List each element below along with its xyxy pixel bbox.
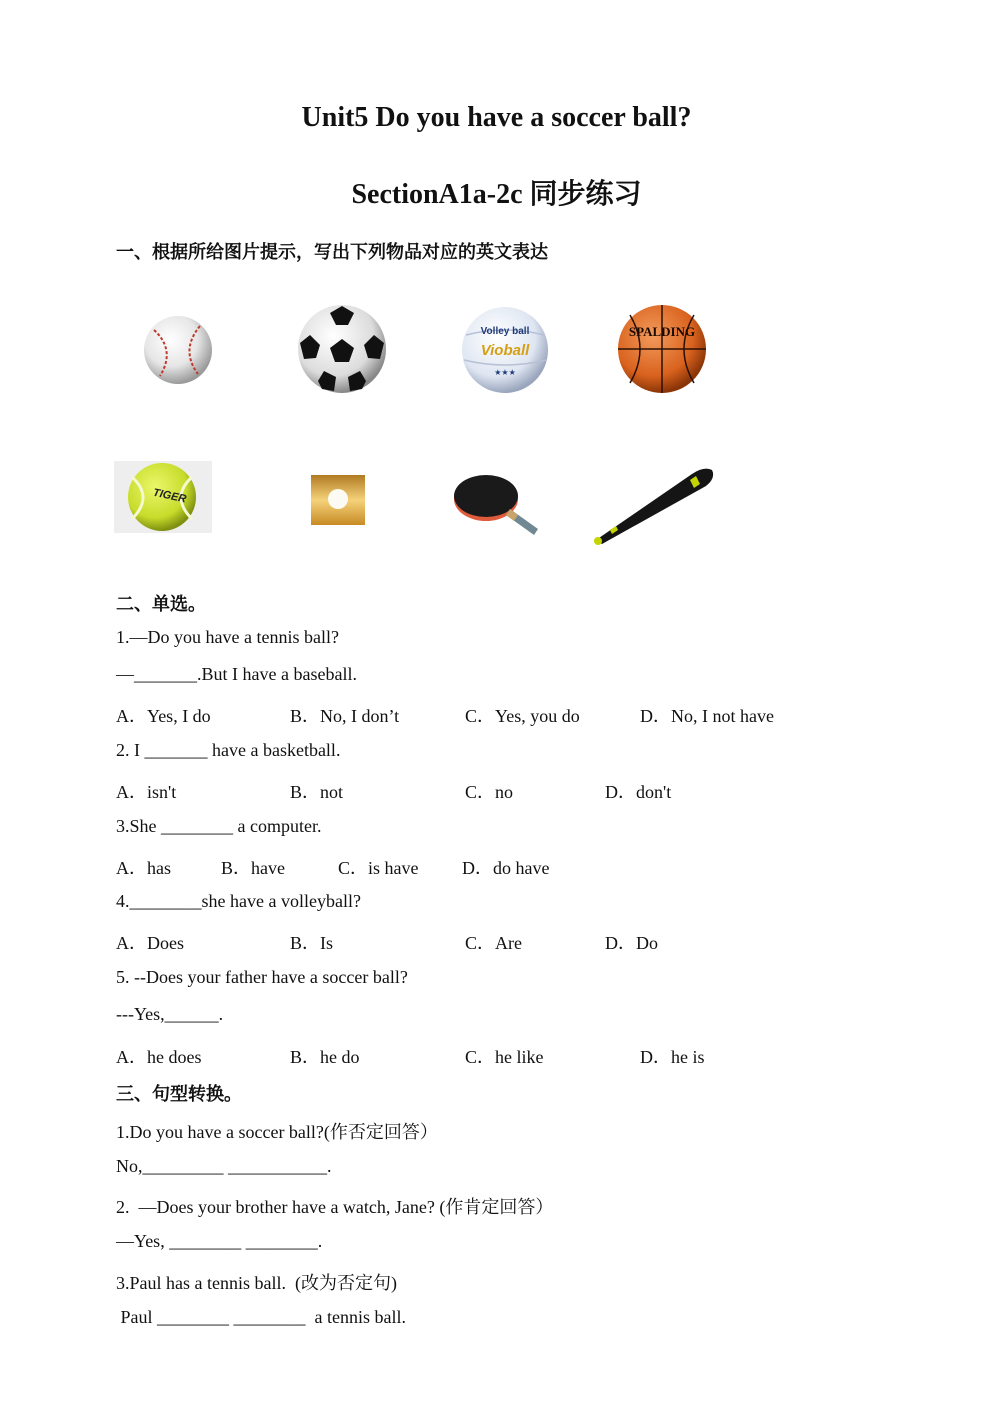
part1-heading: 一、根据所给图片提示，写出下列物品对应的英文表达	[116, 242, 548, 262]
q4-question: 4.________she have a volleyball?	[116, 891, 361, 911]
s1-answer-line[interactable]: No,_________ ___________.	[116, 1156, 332, 1176]
q3-question: 3.She ________ a computer.	[116, 816, 322, 836]
s2-answer-line[interactable]: —Yes, ________ ________.	[116, 1231, 323, 1251]
q2-option-c[interactable]: C．no	[465, 782, 514, 802]
tennis-ball-image	[114, 461, 212, 533]
ping-pong-paddle-image	[452, 473, 544, 537]
s3-answer-line[interactable]: Paul ________ ________ a tennis ball.	[116, 1307, 406, 1327]
s2-prompt: 2. —Does your brother have a watch, Jane? (作肯定回答）	[116, 1197, 554, 1217]
q2-option-d[interactable]: D．don't	[605, 782, 672, 802]
page-title: Unit5 Do you have a soccer ball?	[301, 102, 692, 133]
page-subtitle: SectionA1a-2c 同步练习	[351, 179, 642, 210]
q5-question: 5. --Does your father have a soccer ball?	[116, 967, 408, 987]
volleyball-image	[460, 305, 550, 395]
part2-heading: 二、单选。	[116, 594, 206, 614]
baseball-image	[140, 312, 216, 388]
q1-option-b[interactable]: B．No, I don’t	[290, 706, 400, 726]
volleyball-brand-text: Volley ball	[480, 326, 530, 337]
q4-option-d[interactable]: D．Do	[605, 933, 658, 953]
basketball-brand-text: SPALDING	[628, 324, 696, 339]
q5-option-b[interactable]: B．he do	[290, 1047, 360, 1067]
q4-option-a[interactable]: A．Does	[116, 933, 184, 953]
q4-option-c[interactable]: C．Are	[465, 933, 522, 953]
q1-option-a[interactable]: A．Yes, I do	[116, 706, 211, 726]
svg-text:★★★: ★★★	[494, 368, 516, 377]
q5-answer-line: ---Yes,______.	[116, 1004, 224, 1024]
q1-option-d[interactable]: D．No, I not have	[640, 706, 774, 726]
q5-option-c[interactable]: C．he like	[465, 1047, 544, 1067]
q1-question: 1.—Do you have a tennis ball?	[116, 627, 339, 647]
q5-option-a[interactable]: A．he does	[116, 1047, 202, 1067]
soccer-ball-image	[296, 303, 388, 395]
q1-option-c[interactable]: C．Yes, you do	[465, 706, 580, 726]
q3-option-d[interactable]: D．do have	[462, 858, 550, 878]
q3-option-c[interactable]: C．is have	[338, 858, 419, 878]
q3-option-b[interactable]: B．have	[221, 858, 285, 878]
s1-prompt: 1.Do you have a soccer ball?(作否定回答）	[116, 1122, 438, 1142]
q2-question: 2. I _______ have a basketball.	[116, 740, 341, 760]
volleyball-brand-text2: Vioball	[480, 342, 530, 359]
s3-prompt: 3.Paul has a tennis ball. (改为否定句)	[116, 1273, 397, 1293]
baseball-bat-image	[592, 464, 718, 546]
q5-option-d[interactable]: D．he is	[640, 1047, 705, 1067]
part3-heading: 三、句型转换。	[116, 1084, 242, 1104]
tennis-ball-brand-text: TIGER	[151, 486, 188, 506]
q2-option-b[interactable]: B．not	[290, 782, 344, 802]
q1-answer-line: —_______.But I have a baseball.	[116, 664, 357, 684]
basketball-image	[616, 303, 708, 395]
ping-pong-ball-image	[311, 475, 365, 525]
q3-option-a[interactable]: A．has	[116, 858, 171, 878]
q4-option-b[interactable]: B．Is	[290, 933, 334, 953]
q2-option-a[interactable]: A．isn't	[116, 782, 177, 802]
